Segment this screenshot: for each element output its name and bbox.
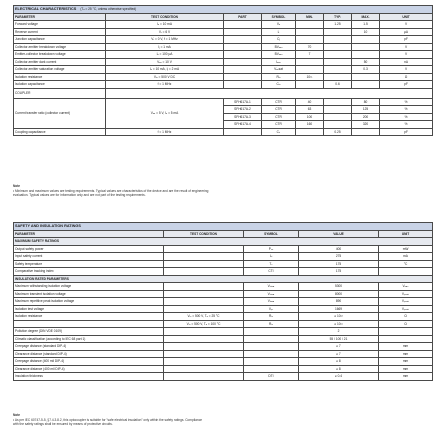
- table-row: [14, 66, 433, 74]
- table-row: [14, 335, 433, 343]
- section-label: COUPLER: [14, 88, 106, 98]
- table-cell: SFH617A-4: [224, 121, 262, 129]
- table-cell: 70: [296, 43, 324, 51]
- table-row: [14, 253, 433, 261]
- table-cell: Vₚᵣ: [244, 305, 299, 313]
- table-cell: Vᵢₒₜₘ: [244, 283, 299, 291]
- column-header: MAX.: [352, 13, 380, 21]
- table-cell: [324, 98, 352, 106]
- table-cell: Isolation resistance: [14, 313, 164, 321]
- table-cell: Ω: [379, 320, 433, 328]
- table-cell: [164, 268, 244, 276]
- table-cell: [296, 81, 324, 89]
- table-row: [14, 298, 433, 306]
- table-cell: [224, 43, 262, 51]
- note-line: Note: [13, 413, 21, 417]
- table-cell: Vᵢₒ = 500 V DC: [106, 73, 224, 81]
- table-cell: Vᵣₘₛ: [379, 283, 433, 291]
- table-cell: [324, 73, 352, 81]
- table-cell: mW: [379, 245, 433, 253]
- table-cell: [324, 106, 352, 114]
- table-cell: [352, 81, 380, 89]
- table-cell: 10¹¹: [296, 73, 324, 81]
- column-header: VALUE: [299, 230, 379, 238]
- table-cell: Output safety power: [14, 245, 164, 253]
- table-cell: [324, 113, 352, 121]
- table-cell: [296, 66, 324, 74]
- table-cell: Ω: [380, 73, 433, 81]
- table-cell: [352, 128, 380, 136]
- table-cell: 400: [299, 245, 379, 253]
- table-cell: [324, 121, 352, 129]
- table-cell: Tₛ: [244, 260, 299, 268]
- table-cell: 0.25: [324, 128, 352, 136]
- section-title: MAXIMUM SAFETY RATINGS: [14, 238, 433, 246]
- table-cell: Iₑ = 10 mA: [106, 21, 224, 29]
- table-cell: [164, 335, 244, 343]
- note-line: Note: [13, 184, 21, 188]
- table-cell: Maximum repetitive peak isolation voltage: [14, 298, 164, 306]
- table-row: [14, 343, 433, 351]
- table-cell: 2: [299, 328, 379, 336]
- table-cell: mm: [379, 350, 433, 358]
- table-title-row: [14, 6, 433, 14]
- table-cell: Reverse current: [14, 28, 106, 36]
- table-cell: Cₖ: [262, 128, 296, 136]
- column-header: UNIT: [380, 13, 433, 21]
- table-row: [14, 43, 433, 51]
- table-cell: [296, 58, 324, 66]
- table-cell: %: [380, 98, 433, 106]
- table-cell: Rᵢₒ: [244, 313, 299, 321]
- table-cell: Vₚₑₐₖ: [379, 305, 433, 313]
- column-header: TEST CONDITION: [106, 13, 224, 21]
- table-cell: [296, 128, 324, 136]
- table-cell: V: [380, 43, 433, 51]
- table-cell: [296, 28, 324, 36]
- table-cell: 100: [296, 113, 324, 121]
- table-cell: Clearance distance (400 mil DIP-4): [14, 365, 164, 373]
- table-cell: Vᵣ = 0 V, f = 1 MHz: [106, 36, 224, 44]
- table-cell: V: [380, 66, 433, 74]
- column-header: PARAMETER: [14, 230, 164, 238]
- table-cell: [244, 328, 299, 336]
- table-cell: mm: [379, 365, 433, 373]
- table-cell: Pollution degree (DIN VDE 0109): [14, 328, 164, 336]
- table-cell: 8000: [299, 290, 379, 298]
- table-cell: [224, 51, 262, 59]
- table-cell: [164, 253, 244, 261]
- note-line: evaluation. Typical values are for information only and are not part of the testing requirements.: [13, 193, 146, 198]
- table-cell: 1.25: [324, 21, 352, 29]
- table-cell: SFH617A-3: [224, 113, 262, 121]
- table-cell: Current transfer ratio (collector current): [14, 98, 106, 128]
- column-header: PARAMETER: [14, 13, 106, 21]
- table-row: [14, 81, 433, 89]
- table-cell: °C: [379, 260, 433, 268]
- table-header-row: [14, 13, 433, 21]
- table-cell: Vᵣ = 6 V: [106, 28, 224, 36]
- table-title: ELECTRICAL CHARACTERISTICS: [15, 7, 77, 11]
- table-title: SAFETY AND INSULATION RATINGS: [14, 223, 433, 231]
- table-cell: Comparative tracking index: [14, 268, 164, 276]
- table-row: [14, 260, 433, 268]
- table-cell: [352, 36, 380, 44]
- table-cell: Cᵢₒ: [262, 81, 296, 89]
- table-row: [14, 21, 433, 29]
- table-cell: Vₚₑₐₖ: [379, 290, 433, 298]
- table-row: [14, 283, 433, 291]
- table-cell: 50: [352, 58, 380, 66]
- table-cell: Iₑₑₒ: [262, 58, 296, 66]
- table-cell: Isolation capacitance: [14, 81, 106, 89]
- table-row: [14, 328, 433, 336]
- table-cell: [164, 298, 244, 306]
- table-cell: ≥ 10¹¹: [299, 320, 379, 328]
- table-cell: Rᵢₒ: [244, 320, 299, 328]
- table-cell: mm: [379, 343, 433, 351]
- table-cell: [224, 66, 262, 74]
- table-cell: %: [380, 106, 433, 114]
- table-row: [14, 245, 433, 253]
- table-cell: f = 1 MHz: [106, 81, 224, 89]
- ctr-row: [14, 88, 433, 98]
- table-cell: [352, 51, 380, 59]
- table-cell: 890: [299, 298, 379, 306]
- table-cell: SFH617A-2: [224, 106, 262, 114]
- table-cell: CTI: [244, 268, 299, 276]
- table-cell: Safety temperature: [14, 260, 164, 268]
- column-header: MIN.: [296, 13, 324, 21]
- safety-insulation-table: [13, 222, 433, 381]
- table-cell: %: [380, 113, 433, 121]
- table-cell: 200: [352, 113, 380, 121]
- table-cell: [324, 28, 352, 36]
- table-cell: Vᵢₒ = 500 V, Tₐ = 25 °C: [164, 313, 244, 321]
- table-cell: [164, 343, 244, 351]
- table-cell: BVₑₑₒ: [262, 43, 296, 51]
- table-cell: [164, 358, 244, 366]
- table-cell: [164, 245, 244, 253]
- table-cell: mm: [379, 358, 433, 366]
- table-header-row: [14, 230, 433, 238]
- table-cell: pF: [380, 128, 433, 136]
- table-cell: Cⱼ: [262, 36, 296, 44]
- table-cell: ≥ 7: [299, 343, 379, 351]
- table-cell: 10: [352, 28, 380, 36]
- table-cell: Vₚₑₐₖ: [379, 298, 433, 306]
- table-row: [14, 365, 433, 373]
- table-cell: [324, 43, 352, 51]
- table-row: [14, 305, 433, 313]
- notes-block: [13, 413, 432, 427]
- table-cell: nA: [380, 58, 433, 66]
- table-cell: %: [380, 121, 433, 129]
- table-cell: Rᵢₒ: [262, 73, 296, 81]
- table-cell: [164, 260, 244, 268]
- table-row: [14, 358, 433, 366]
- table-cell: pF: [380, 81, 433, 89]
- table-cell: mA: [379, 253, 433, 261]
- table-title-row: [14, 223, 433, 231]
- table-cell: 0.3: [352, 66, 380, 74]
- table-cell: [164, 290, 244, 298]
- table-cell: Emitter-collector breakdown voltage: [14, 51, 106, 59]
- table-cell: [14, 320, 164, 328]
- table-cell: ≥ 10¹²: [299, 313, 379, 321]
- table-cell: Collector-emitter breakdown voltage: [14, 43, 106, 51]
- table-cell: Forward voltage: [14, 21, 106, 29]
- table-cell: CTR: [262, 113, 296, 121]
- table-row: [14, 313, 433, 321]
- table-cell: ≥ 8: [299, 358, 379, 366]
- table-cell: 0.6: [324, 81, 352, 89]
- table-cell: [224, 58, 262, 66]
- table-cell: Junction capacitance: [14, 36, 106, 44]
- table-cell: [164, 373, 244, 381]
- table-cell: 1.5: [352, 21, 380, 29]
- table-cell: DTI: [244, 373, 299, 381]
- section-title: INSULATION RATED PARAMETERS: [14, 275, 433, 283]
- table-cell: [224, 81, 262, 89]
- table-cell: [224, 36, 262, 44]
- column-header: UNIT: [379, 230, 433, 238]
- table-cell: Iⱼ = 1 mA: [106, 43, 224, 51]
- table-cell: [224, 21, 262, 29]
- table-cell: SFH617A-1: [224, 98, 262, 106]
- table-cell: pF: [380, 36, 433, 44]
- column-header: PART: [224, 13, 262, 21]
- table-cell: [224, 128, 262, 136]
- section-row: [14, 275, 433, 283]
- table-cell: [324, 58, 352, 66]
- table-cell: ≥ 7: [299, 350, 379, 358]
- table-cell: Isolation resistance: [14, 73, 106, 81]
- table-cell: [352, 43, 380, 51]
- table-row: [14, 373, 433, 381]
- table-cell: CTR: [262, 121, 296, 129]
- table-cell: [244, 358, 299, 366]
- table-cell: Iₛᵢ: [244, 253, 299, 261]
- table-cell: [296, 36, 324, 44]
- table-row: [14, 28, 433, 36]
- table-cell: Pₛₒ: [244, 245, 299, 253]
- table-cell: 7: [296, 51, 324, 59]
- table-cell: [296, 21, 324, 29]
- table-cell: V: [380, 21, 433, 29]
- table-row: [14, 350, 433, 358]
- table-cell: [244, 350, 299, 358]
- table-cell: Collector-emitter dark current: [14, 58, 106, 66]
- table-cell: Maximum transient isolation voltage: [14, 290, 164, 298]
- table-row: [14, 290, 433, 298]
- table-cell: Iᵣ: [262, 28, 296, 36]
- table-cell: [224, 28, 262, 36]
- table-cell: 320: [352, 121, 380, 129]
- table-condition: (Tₐ = 25 °C, unless otherwise specified): [80, 7, 137, 11]
- table-cell: Input safety current: [14, 253, 164, 261]
- table-cell: [164, 365, 244, 373]
- table-row: [14, 98, 433, 106]
- table-cell: [324, 66, 352, 74]
- table-cell: Creepage distance (400 mil DIP-4): [14, 358, 164, 366]
- table-cell: 160: [296, 121, 324, 129]
- table-cell: Vᵢₒₜₘ: [244, 290, 299, 298]
- table-row: [14, 36, 433, 44]
- table-row: [14, 320, 433, 328]
- table-cell: Vₑₑ = 5 V, Iₑ = 5 mA: [106, 98, 224, 128]
- table-cell: ≥ 0.4: [299, 373, 379, 381]
- note-line: • Minimum and maximum values are testing requirements. Typical values are characteristics of the device and are the result of engineering: [13, 188, 209, 193]
- table-cell: Clearance distance (standard DIP-4): [14, 350, 164, 358]
- table-cell: [224, 73, 262, 81]
- column-header: TEST CONDITION: [164, 230, 244, 238]
- table-cell: 80: [352, 98, 380, 106]
- table-cell: Iₑ = 10 mA, Iⱼ = 2 mA: [106, 66, 224, 74]
- note-line: • As per IEC 60747-5-5, §7.4.3.8.2, this optocoupler is suitable for "safe electrical insulation" only within the safety ratings. Compliance: [13, 417, 203, 422]
- table-cell: [164, 328, 244, 336]
- table-cell: 1669: [299, 305, 379, 313]
- table-cell: Ω: [379, 313, 433, 321]
- table-cell: Insulation thickness: [14, 373, 164, 381]
- table-cell: [379, 335, 433, 343]
- table-cell: Isolation test voltage: [14, 305, 164, 313]
- table-cell: f = 1 MHz: [106, 128, 224, 136]
- table-cell: [379, 328, 433, 336]
- section-row: [14, 238, 433, 246]
- table-cell: [244, 365, 299, 373]
- table-cell: [164, 305, 244, 313]
- table-cell: [379, 268, 433, 276]
- table-cell: 125: [352, 106, 380, 114]
- table-cell: 55 / 100 / 21: [299, 335, 379, 343]
- table-cell: 275: [299, 253, 379, 261]
- table-cell: 63: [296, 106, 324, 114]
- notes-block: [13, 184, 432, 198]
- table-cell: 5300: [299, 283, 379, 291]
- table-cell: ≥ 8: [299, 365, 379, 373]
- table-cell: Maximum withstanding isolation voltage: [14, 283, 164, 291]
- table-cell: Vₑₑ = 10 V: [106, 58, 224, 66]
- table-cell: µA: [380, 28, 433, 36]
- table-cell: Vₑₑsat: [262, 66, 296, 74]
- table-cell: mm: [379, 373, 433, 381]
- table-cell: CTR: [262, 106, 296, 114]
- table-cell: [164, 350, 244, 358]
- table-cell: [164, 283, 244, 291]
- table-cell: Iₑ = 100 µA: [106, 51, 224, 59]
- table-cell: [324, 36, 352, 44]
- table-cell: BVₑₑₒ: [262, 51, 296, 59]
- table-cell: V: [380, 51, 433, 59]
- table-cell: CTR: [262, 98, 296, 106]
- table-cell: Creepage distance (standard DIP-4): [14, 343, 164, 351]
- table-cell: Vᵢₒᵣₘ: [244, 298, 299, 306]
- column-header: SYMBOL: [262, 13, 296, 21]
- table-cell: Coupling capacitance: [14, 128, 106, 136]
- table-cell: [244, 335, 299, 343]
- table-cell: [244, 343, 299, 351]
- table-cell: 175: [299, 260, 379, 268]
- table-cell: Vₑ: [262, 21, 296, 29]
- column-header: SYMBOL: [244, 230, 299, 238]
- table-cell: Climatic classification (according to IEC 68 part 1): [14, 335, 164, 343]
- table-row: [14, 128, 433, 136]
- table-row: [14, 268, 433, 276]
- table-row: [14, 58, 433, 66]
- table-cell: Collector-emitter saturation voltage: [14, 66, 106, 74]
- table-row: [14, 51, 433, 59]
- note-line: with the safety ratings shall be ensured by means of protective circuits.: [13, 422, 113, 427]
- table-cell: [352, 73, 380, 81]
- table-cell: 40: [296, 98, 324, 106]
- table-cell: Vᵢₒ = 500 V, Tₐ = 100 °C: [164, 320, 244, 328]
- column-header: TYP.: [324, 13, 352, 21]
- electrical-characteristics-table: [13, 5, 433, 136]
- table-row: [14, 73, 433, 81]
- table-cell: 175: [299, 268, 379, 276]
- table-cell: [324, 51, 352, 59]
